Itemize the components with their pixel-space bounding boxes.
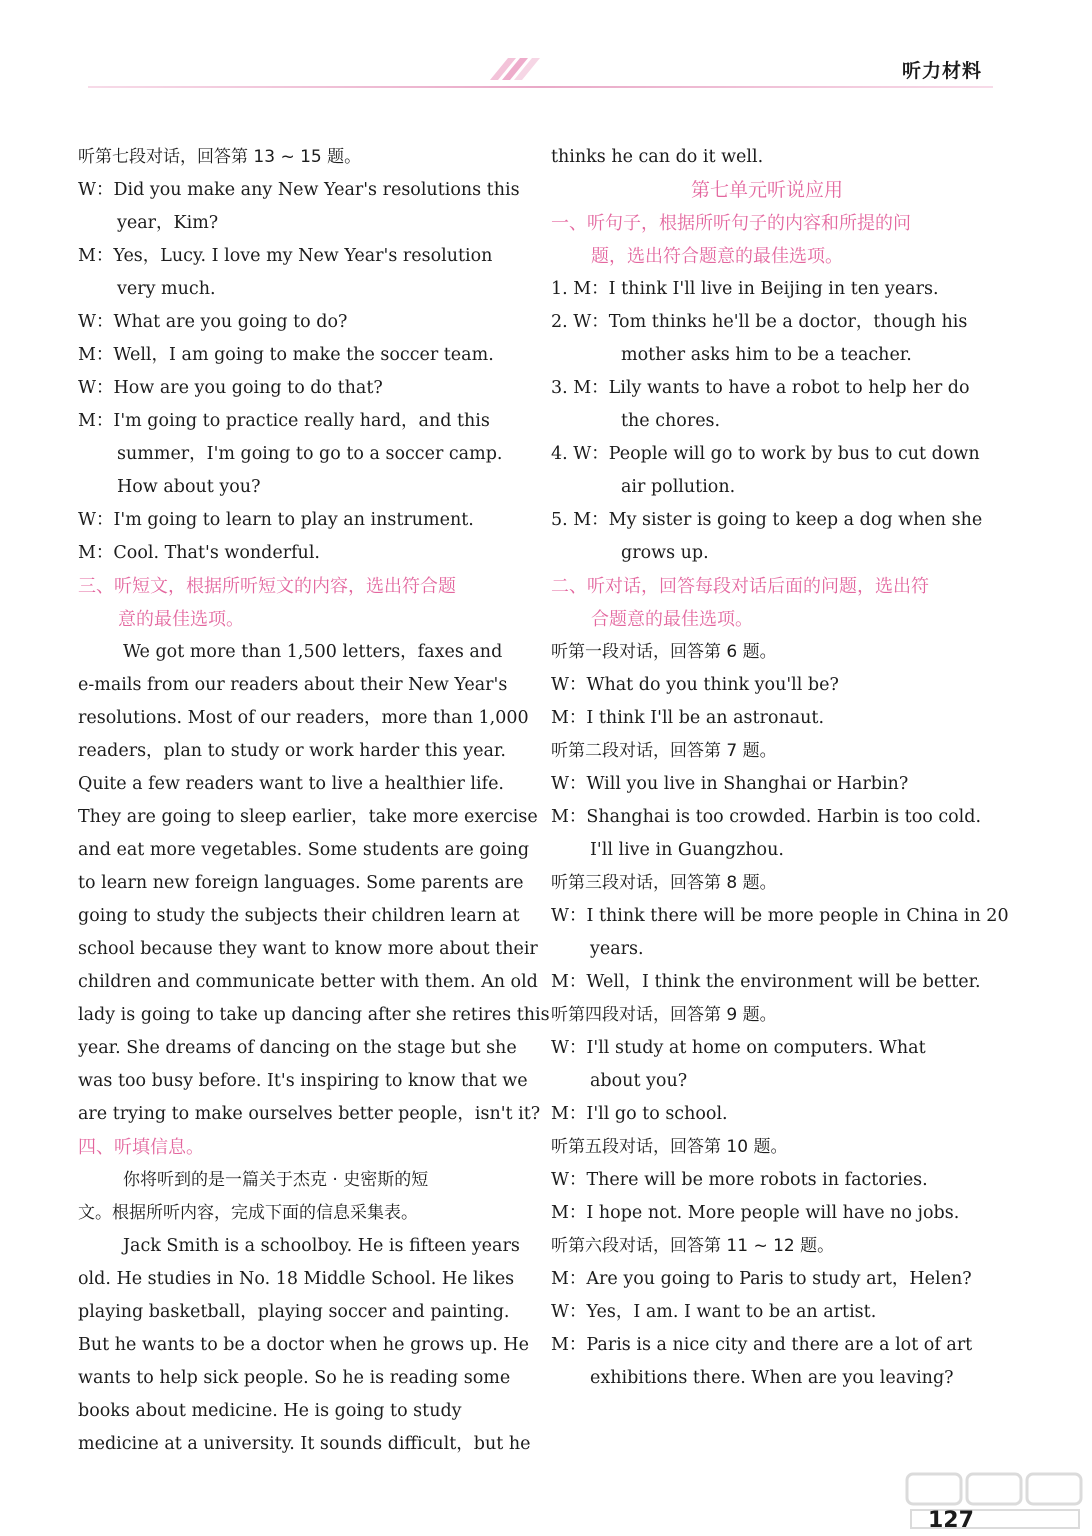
numbered-item: 4. W：People will go to work by bus to cut down	[551, 444, 980, 464]
dialogue-line: W：Yes，I am. I want to be an artist.	[551, 1302, 877, 1322]
passage-line: are trying to make ourselves better people，isn't it?	[78, 1104, 541, 1124]
header-title: 听力材料	[901, 60, 982, 82]
section-heading: 听第二段对话，回答第 7 题。	[551, 741, 777, 761]
passage-line: Jack Smith is a schoolboy. He is fifteen years	[123, 1236, 520, 1256]
dialogue-line-cont: about you?	[590, 1071, 688, 1091]
dialogue-line: M：Yes，Lucy. I love my New Year's resolution	[78, 246, 493, 266]
right-column	[551, 141, 1009, 1395]
part-one-heading-cont: 题，选出符合题意的最佳选项。	[591, 246, 843, 267]
passage-line: lady is going to take up dancing after she retires this	[78, 1005, 550, 1025]
section-heading: 听第三段对话，回答第 8 题。	[551, 873, 777, 893]
instruction-line: 文。根据所听内容，完成下面的信息采集表。	[78, 1203, 418, 1223]
passage-line: wants to help sick people. So he is reading some	[78, 1368, 511, 1388]
dialogue-line: W：How are you going to do that?	[78, 378, 383, 398]
passage-line: school because they want to know more about their	[78, 939, 538, 959]
numbered-item-cont: grows up.	[621, 543, 709, 563]
section-heading: 听第四段对话，回答第 9 题。	[551, 1005, 777, 1025]
dialogue-line: M：I'm going to practice really hard，and this	[78, 411, 490, 431]
passage-line: old. He studies in No. 18 Middle School. He likes	[78, 1269, 515, 1289]
dialogue-line: M：I'll go to school.	[551, 1104, 728, 1124]
numbered-item-cont: mother asks him to be a teacher.	[621, 345, 912, 365]
numbered-item-cont: air pollution.	[621, 477, 736, 497]
passage-line: e-mails from our readers about their New Year's	[78, 675, 508, 695]
passage-line: They are going to sleep earlier，take more exercise	[78, 807, 538, 827]
dialogue-line: W：I'll study at home on computers. What	[551, 1038, 926, 1058]
passage-line: Quite a few readers want to live a healthier life.	[78, 774, 504, 794]
passage-line: But he wants to be a doctor when he grows up. He	[78, 1335, 529, 1355]
dialogue-line: W：What are you going to do?	[78, 312, 348, 332]
numbered-item: 2. W：Tom thinks he'll be a doctor，though his	[551, 312, 968, 332]
section-heading: 听第六段对话，回答第 11 ~ 12 题。	[551, 1236, 835, 1256]
dialogue-line: M：Shanghai is too crowded. Harbin is too cold.	[551, 807, 982, 827]
passage-line: and eat more vegetables. Some students are going	[78, 840, 530, 860]
numbered-item-cont: the chores.	[621, 411, 721, 431]
part-three-heading-cont: 意的最佳选项。	[118, 609, 244, 630]
passage-line: playing basketball，playing soccer and painting.	[78, 1302, 510, 1322]
dialogue-line: M：I think I'll be an astronaut.	[551, 708, 825, 728]
left-column	[78, 141, 550, 1461]
numbered-item: 1. M：I think I'll live in Beijing in ten years.	[551, 279, 939, 299]
dialogue-line-cont: exhibitions there. When are you leaving?	[590, 1368, 954, 1388]
passage-line: children and communicate better with them. An old	[78, 972, 538, 992]
dialogue-line: W：What do you think you'll be?	[551, 675, 839, 695]
numbered-item: 3. M：Lily wants to have a robot to help her do	[551, 378, 970, 398]
instruction-line: 你将听到的是一篇关于杰克 · 史密斯的短	[123, 1170, 429, 1190]
dialogue-line: M：Paris is a nice city and there are a lot of art	[551, 1335, 973, 1355]
section-heading: 听第七段对话，回答第 13 ~ 15 题。	[78, 147, 362, 167]
dialogue-line-cont: summer，I'm going to go to a soccer camp.	[117, 444, 503, 464]
part-two-heading: 二、听对话，回答每段对话后面的问题，选出符	[551, 576, 929, 597]
dialogue-line-cont: very much.	[117, 279, 216, 299]
passage-line: year. She dreams of dancing on the stage but she	[78, 1038, 517, 1058]
unit-title: 第七单元听说应用	[690, 179, 843, 201]
dialogue-line: W：Did you make any New Year's resolutions this	[78, 180, 520, 200]
passage-line: We got more than 1,500 letters，faxes and	[123, 642, 503, 662]
numbered-item: 5. M：My sister is going to keep a dog when she	[551, 510, 983, 530]
dialogue-line: W：There will be more robots in factories.	[551, 1170, 928, 1190]
passage-line: going to study the subjects their children learn at	[78, 906, 520, 926]
dialogue-line-cont: How about you?	[117, 477, 261, 497]
dialogue-line: M：Cool. That's wonderful.	[78, 543, 320, 563]
part-four-heading: 四、听填信息。	[78, 1137, 204, 1158]
passage-line: resolutions. Most of our readers，more than 1,000	[78, 708, 529, 728]
page-number: 127	[928, 1508, 974, 1533]
passage-line: books about medicine. He is going to study	[78, 1401, 462, 1421]
page-header	[0, 0, 1092, 100]
part-one-heading: 一、听句子，根据所听句子的内容和所提的问	[551, 213, 911, 234]
dialogue-line: M：Well，I think the environment will be better.	[551, 972, 981, 992]
passage-line: to learn new foreign languages. Some parents are	[78, 873, 524, 893]
passage-line: readers，plan to study or work harder this year.	[78, 741, 506, 761]
dialogue-line: W：I think there will be more people in China in 20	[551, 906, 1009, 926]
dialogue-line: M：Are you going to Paris to study art，Helen?	[551, 1269, 972, 1289]
passage-line: thinks he can do it well.	[551, 147, 764, 167]
section-heading: 听第一段对话，回答第 6 题。	[551, 642, 777, 662]
dialogue-line: M：Well，I am going to make the soccer team.	[78, 345, 494, 365]
part-three-heading: 三、听短文，根据所听短文的内容，选出符合题	[78, 576, 456, 597]
section-heading: 听第五段对话，回答第 10 题。	[551, 1137, 788, 1157]
dialogue-line: M：I hope not. More people will have no jobs.	[551, 1203, 960, 1223]
dialogue-line-cont: year，Kim?	[117, 213, 219, 233]
passage-line: medicine at a university. It sounds difficult，but he	[78, 1434, 531, 1454]
passage-line: was too busy before. It's inspiring to know that we	[78, 1071, 528, 1091]
part-two-heading-cont: 合题意的最佳选项。	[591, 609, 753, 630]
header-rule	[88, 86, 993, 88]
dialogue-line: W：I'm going to learn to play an instrument.	[78, 510, 474, 530]
dialogue-line-cont: I'll live in Guangzhou.	[590, 840, 784, 860]
header-decoration	[482, 58, 540, 80]
dialogue-line-cont: years.	[590, 939, 644, 959]
dialogue-line: W：Will you live in Shanghai or Harbin?	[551, 774, 909, 794]
